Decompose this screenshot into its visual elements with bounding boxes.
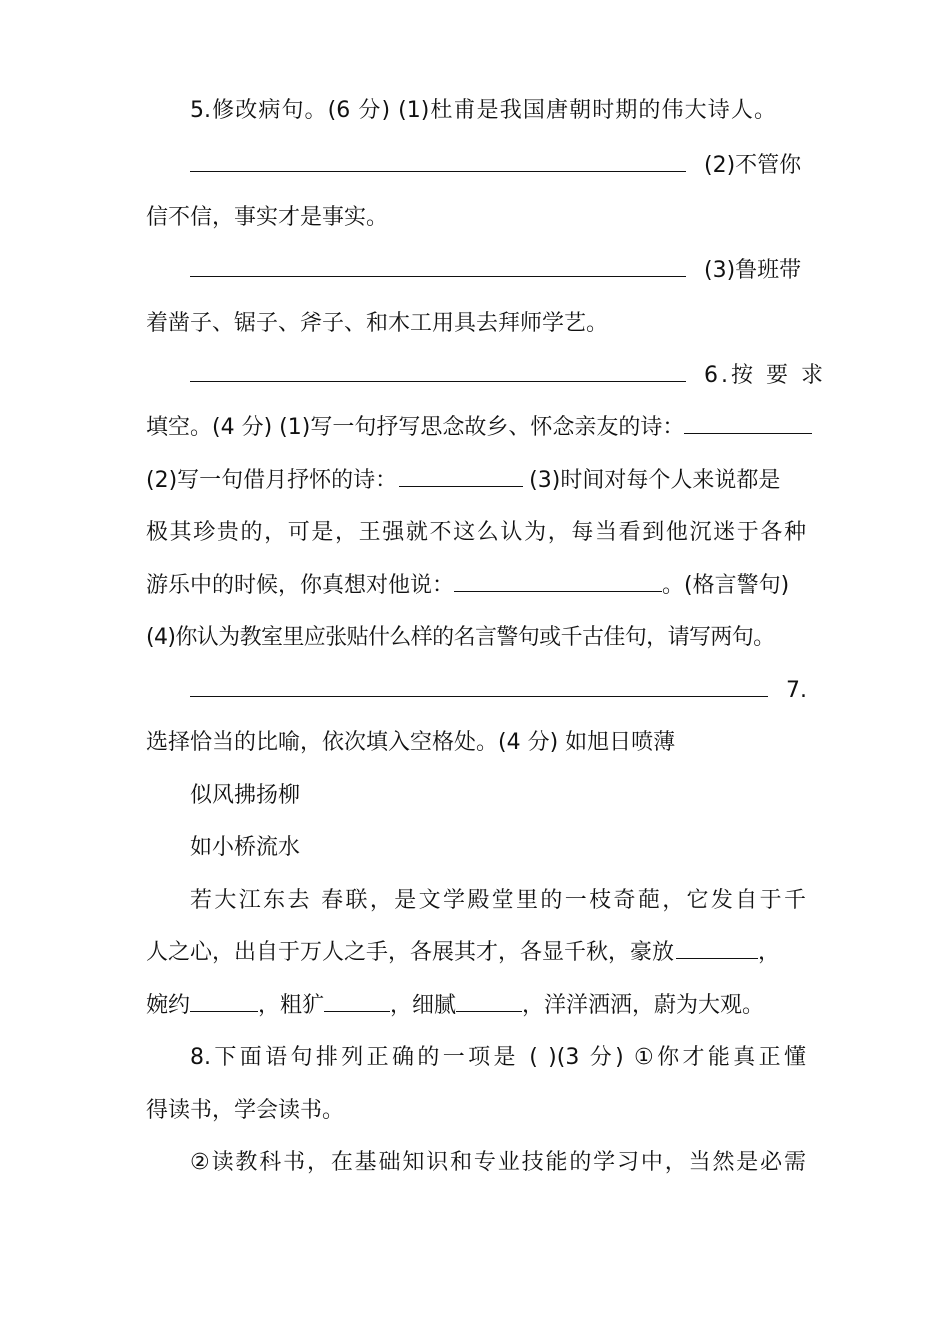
q6-heading: 6.按 要 求 (704, 363, 826, 388)
q7-passage-1: 若大江东去 春联，是文学殿堂里的一枝奇葩，它发自于千 (190, 888, 806, 913)
answer-blank[interactable] (684, 413, 812, 434)
answer-blank[interactable] (190, 676, 768, 697)
q7-passage-3: 婉约 ，粗犷 ，细腻 ，洋洋洒洒，蔚为大观。 (146, 993, 765, 1018)
q5-answer-line-2 (190, 256, 806, 286)
q7-passage-2: 人之心，出自于万人之手，各展其才，各显千秋，豪放 ， (146, 940, 781, 965)
q6-item-3-end: 游乐中的时候，你真想对他说： 。(格言警句) (146, 573, 790, 598)
answer-blank[interactable] (676, 938, 758, 959)
q7-heading: 选择恰当的比喻，依次填入空格处。(4 分) 如旭日喷薄 (146, 730, 676, 755)
q5-item-3: (3)鲁班带 (704, 258, 802, 283)
q6-answer-line (190, 676, 806, 706)
answer-blank[interactable] (454, 571, 662, 592)
answer-blank[interactable] (190, 151, 686, 172)
q5-answer-line-1 (190, 151, 806, 181)
q5-item-2-cont: 信不信，事实才是事实。 (146, 205, 389, 230)
q5-heading: 5.修改病句。(6 分) (1)杜甫是我国唐朝时期的伟大诗人。 (190, 98, 776, 123)
q8-option-1-cont: 得读书，学会读书。 (146, 1098, 345, 1123)
q8-option-2: ②读教科书，在基础知识和专业技能的学习中，当然是必需 (190, 1150, 806, 1175)
q6-item-4: (4)你认为教室里应张贴什么样的名言警句或千古佳句，请写两句。 (146, 625, 775, 650)
q6-item-3-cont: 极其珍贵的，可是，王强就不这么认为，每当看到他沉迷于各种 (146, 520, 806, 545)
answer-blank[interactable] (190, 256, 686, 277)
q6-item-1: 填空。(4 分) (1)写一句抒写思念故乡、怀念亲友的诗： (146, 413, 806, 443)
q7-option-2: 似风拂扬柳 (190, 783, 301, 808)
answer-blank[interactable] (456, 991, 522, 1012)
q8-heading: 8.下面语句排列正确的一项是 ( )(3 分) ①你才能真正懂 (190, 1045, 806, 1070)
answer-blank[interactable] (190, 991, 258, 1012)
q7-option-3: 如小桥流水 (190, 835, 301, 860)
q5-item-3-cont: 着凿子、锯子、斧子、和木工用具去拜师学艺。 (146, 311, 609, 336)
q6-item-2: (2)写一句借月抒怀的诗： (3)时间对每个人来说都是 (146, 468, 781, 493)
answer-blank[interactable] (324, 991, 390, 1012)
q7-number: 7. (786, 678, 807, 703)
answer-blank[interactable] (190, 361, 686, 382)
q5-item-2: (2)不管你 (704, 153, 802, 178)
answer-blank[interactable] (399, 466, 523, 487)
q5-answer-line-3 (190, 361, 826, 391)
